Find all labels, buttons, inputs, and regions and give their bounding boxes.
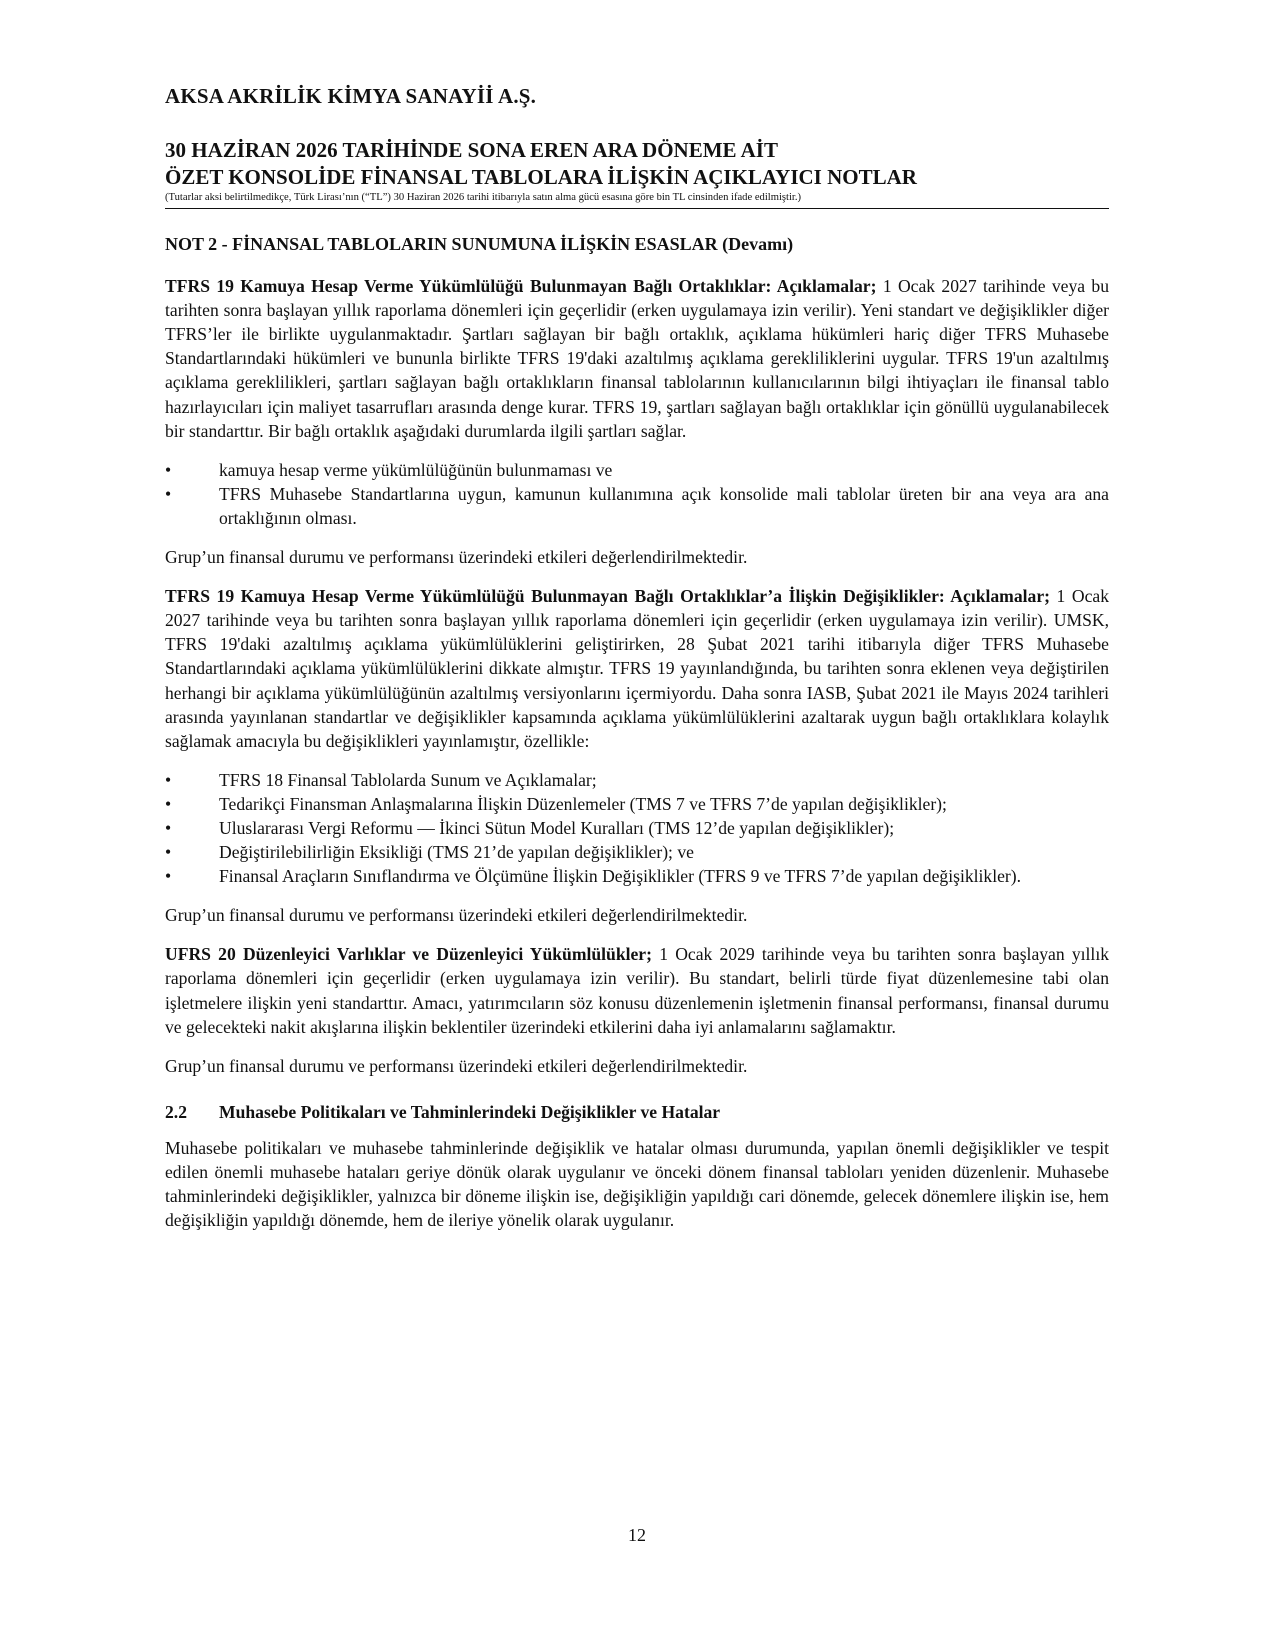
paragraph-text: 1 Ocak 2027 tarihinde veya bu tarihten sonra başlayan yıllık raporlama dönemleri için geçerlidir (erken uygulamaya izin verilir). Yeni standart ve değişiklikler diğer TFRS’ler ile birlikte uygulanmaktadır. Şartları sağlayan bir bağlı ortaklık, açıklama hükümleri hariç diğer TFRS Muhasebe Standartlarındaki hükümleri ve bununla birlikte TFRS 19'daki azaltılmış açıklama gerekliliklerini uygular. TFRS 19'un azaltılmış açıklama gereklilikleri, şartları sağlayan bağlı ortaklıkların finansal tablolarının kullanıcılarının bilgi ihtiyaçları ile finansal tablo hazırlayıcıları için maliyet tasarrufları arasında denge kurar. TFRS 19, şartları sağlayan bağlı ortaklıklar için gönüllü uygulanabilecek bir standarttır. Bir bağlı ortaklık aşağıdaki durumlarda ilgili şartları sağlar. [165,276,1110,441]
list-item: • Uluslararası Vergi Reformu — İkinci Sütun Model Kuralları (TMS 12’de yapılan değişiklikler); [165,816,1109,840]
list-item: • Tedarikçi Finansman Anlaşmalarına İlişkin Düzenlemeler (TMS 7 ve TFRS 7’de yapılan değişiklikler); [165,792,1109,816]
paragraph-bold-lead: TFRS 19 Kamuya Hesap Verme Yükümlülüğü Bulunmayan Bağlı Ortaklıklar: Açıklamalar; [165,276,877,297]
bullet-marker: • [165,459,172,480]
subsection-title: Muhasebe Politikaları ve Tahminlerindeki Değişiklikler ve Hatalar [219,1101,721,1122]
paragraph-tfrs19-amendments [165,584,1109,753]
bullet-list-2 [165,768,1109,888]
list-item: • Değiştirilebilirliğin Eksikliği (TMS 21’de yapılan değişiklikler); ve [165,840,1109,864]
paragraph-ufrs20 [165,942,1109,1038]
report-title-line-2: ÖZET KONSOLİDE FİNANSAL TABLOLARA İLİŞKİN AÇIKLAYICI NOTLAR [165,165,917,189]
subsection-heading [165,1100,1109,1124]
impact-statement: Grup’un finansal durumu ve performansı üzerindeki etkileri değerlendirilmektedir. [165,1055,748,1076]
bullet-marker: • [165,842,172,863]
list-item: • TFRS Muhasebe Standartlarına uygun, kamunun kullanımına açık konsolide mali tablolar üreten bir ana veya ara ana ortaklığının olması. [165,483,1109,528]
paragraph-policies: Muhasebe politikaları ve muhasebe tahminlerinde değişiklik ve hatalar olması durumunda, yapılan önemli değişiklikler ve tespit edilen önemli muhasebe hataları geriye dönük olarak uygulanır ve önceki dönem finansal tabloları yeniden düzenlenir. Muhasebe tahminlerindeki değişiklikler, yalnızca bir döneme ilişkin ise, değişikliğin yapıldığı cari dönemde, gelecek dönemlere ilişkin ise, hem değişikliğin yapıldığı dönemde, hem de ileriye yönelik olarak uygulanır. [165,1137,1109,1231]
bullet-marker: • [165,793,172,814]
paragraph-bold-lead: UFRS 20 Düzenleyici Varlıklar ve Düzenleyici Yükümlülükler; [165,944,652,965]
bullet-list-1 [165,458,1109,530]
impact-statement: Grup’un finansal durumu ve performansı üzerindeki etkileri değerlendirilmektedir. [165,547,748,568]
subsection-number: 2.2 [165,1101,187,1122]
document-body [165,232,1109,1247]
impact-statement: Grup’un finansal durumu ve performansı üzerindeki etkileri değerlendirilmektedir. [165,905,748,926]
list-item: • Finansal Araçların Sınıflandırma ve Ölçümüne İlişkin Değişiklikler (TFRS 9 ve TFRS 7’de yapılan değişiklikler). [165,864,1109,888]
bullet-marker: • [165,817,172,838]
currency-note: (Tutarlar aksi belirtilmedikçe, Türk Lirası’nın (“TL”) 30 Haziran 2026 tarihi itibarıyla satın alma gücü esasına göre bin TL cinsinden ifade edilmiştir.) [165,192,802,203]
paragraph-text: 1 Ocak 2027 tarihinde veya bu tarihten sonra başlayan yıllık raporlama dönemleri için geçerlidir (erken uygulamaya izin verilir). UMSK, TFRS 19'daki azaltılmış açıklama yükümlülüklerini geliştirirken, 28 Şubat 2021 tarihi itibarıyla diğer TFRS Muhasebe Standartlarındaki açıklama yükümlülüklerini dikkate almıştır. TFRS 19 yayınlandığında, bu tarihten sonra eklenen veya değiştirilen herhangi bir açıklama yükümlülüğünün azaltılmış versiyonlarını içermiyordu. Daha sonra IASB, Şubat 2021 ile Mayıs 2024 tarihleri arasında yayınlanan standartlar ve değişiklikler kapsamında açıklama yükümlülüklerini azaltarak uygun bağlı ortaklıklara kolaylık sağlamak amacıyla bu değişiklikleri yayınlamıştır, özellikle: [165,586,1110,751]
paragraph-tfrs19 [165,274,1109,443]
section-heading: NOT 2 - FİNANSAL TABLOLARIN SUNUMUNA İLİŞKİN ESASLAR (Devamı) [165,234,794,254]
bullet-marker: • [165,866,172,887]
paragraph-bold-lead: TFRS 19 Kamuya Hesap Verme Yükümlülüğü Bulunmayan Bağlı Ortaklıklar’a İlişkin Değişiklikler: Açıklamalar; [165,586,1050,607]
bullet-marker: • [165,483,172,504]
list-item: • TFRS 18 Finansal Tablolarda Sunum ve Açıklamalar; [165,768,1109,792]
company-name: AKSA AKRİLİK KİMYA SANAYİİ A.Ş. [165,84,537,108]
bullet-marker: • [165,769,172,790]
report-title-line-1: 30 HAZİRAN 2026 TARİHİNDE SONA EREN ARA DÖNEME AİT [165,138,778,162]
header-divider [165,208,1109,209]
list-item: • kamuya hesap verme yükümlülüğünün bulunmaması ve [165,458,1109,482]
paragraph-text: 1 Ocak 2029 tarihinde veya bu tarihten sonra başlayan yıllık raporlama dönemleri için geçerlidir (erken uygulamaya izin verilir). Bu standart, belirli türde fiyat düzenlemesine tabi olan işletmelere ilişkin yeni standarttır. Amacı, yatırımcıların söz konusu düzenlemenin işletmenin finansal performansı, finansal durumu ve gelecekteki nakit akışlarına ilişkin beklentiler üzerindeki etkilerini daha iyi anlamalarını sağlamaktır. [165,944,1109,1037]
page-number: 12 [628,1525,646,1545]
